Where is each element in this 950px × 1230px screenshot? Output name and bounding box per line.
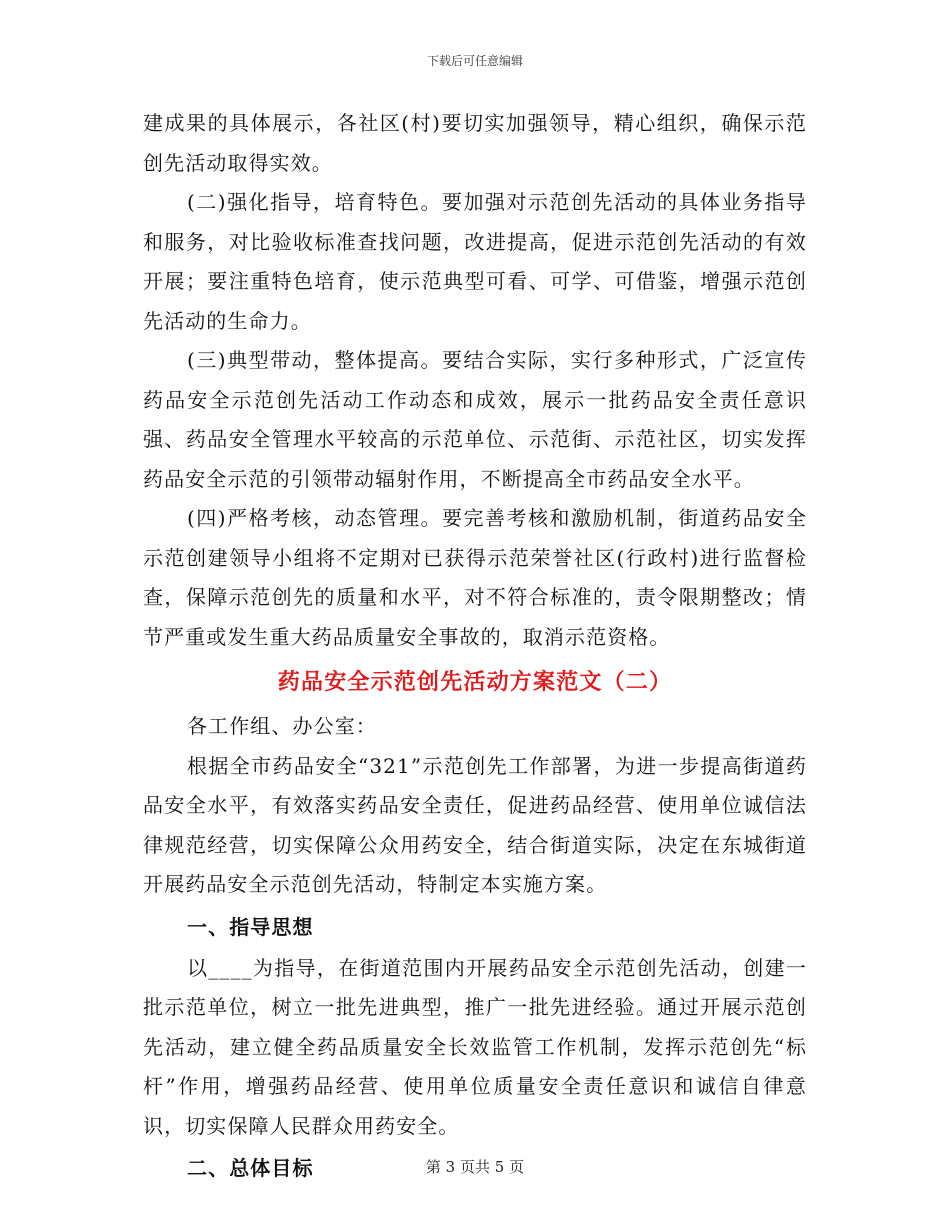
paragraph-salutation: 各工作组、办公室：: [187, 714, 377, 738]
paragraph-guiding-ideology: 以____为指导，在街道范围内开展药品安全示范创先活动，创建一批示范单位，树立一批先进典型，推广一批先进经验。通过开展示范创先活动，建立健全药品质量安全长效监管工作机制，发挥示范创先“标杆”作用，增强药品经营、使用单位质量安全责任意识和诚信自律意识，切实保障人民群众用药安全。: [143, 955, 807, 1138]
section-title: 药品安全示范创先活动方案范文（二）: [277, 669, 673, 695]
paragraph-intro: 根据全市药品安全“321”示范创先工作部署，为进一步提高街道药品安全水平，有效落实药品安全责任，促进药品经营、使用单位诚信法律规范经营，切实保障公众用药安全，结合街道实际，决定在东城街道开展药品安全示范创先活动，特制定本实施方案。: [143, 753, 807, 896]
heading-overall-goal: 二、总体目标: [187, 1156, 314, 1180]
paragraph-continuation: 建成果的具体展示，各社区(村)要切实加强领导，精心组织，确保示范创先活动取得实效。: [143, 111, 807, 175]
page-header: 下载后可任意编辑: [426, 54, 523, 68]
document-body: [143, 104, 807, 1190]
paragraph-item-2: (二)强化指导，培育特色。要加强对示范创先活动的具体业务指导和服务，对比验收标准查找问题，改进提高，促进示范创先活动的有效开展；要注重特色培育，使示范典型可看、可学、可借鉴，增强示范创先活动的生命力。: [143, 190, 807, 333]
page-footer: 第 3 页共 5 页: [425, 1158, 525, 1176]
paragraph-item-3: (三)典型带动，整体提高。要结合实际，实行多种形式，广泛宣传药品安全示范创先活动工作动态和成效，展示一批药品安全责任意识强、药品安全管理水平较高的示范单位、示范街、示范社区，切实发挥药品安全示范的引领带动辐射作用，不断提高全市药品安全水平。: [143, 348, 807, 491]
heading-guiding-ideology: 一、指导思想: [187, 914, 314, 939]
paragraph-item-4: (四)严格考核，动态管理。要完善考核和激励机制，街道药品安全示范创建领导小组将不定期对已获得示范荣誉社区(行政村)进行监督检查，保障示范创先的质量和水平，对不符合标准的，责令限期整改；情节严重或发生重大药品质量安全事故的，取消示范资格。: [143, 506, 807, 649]
